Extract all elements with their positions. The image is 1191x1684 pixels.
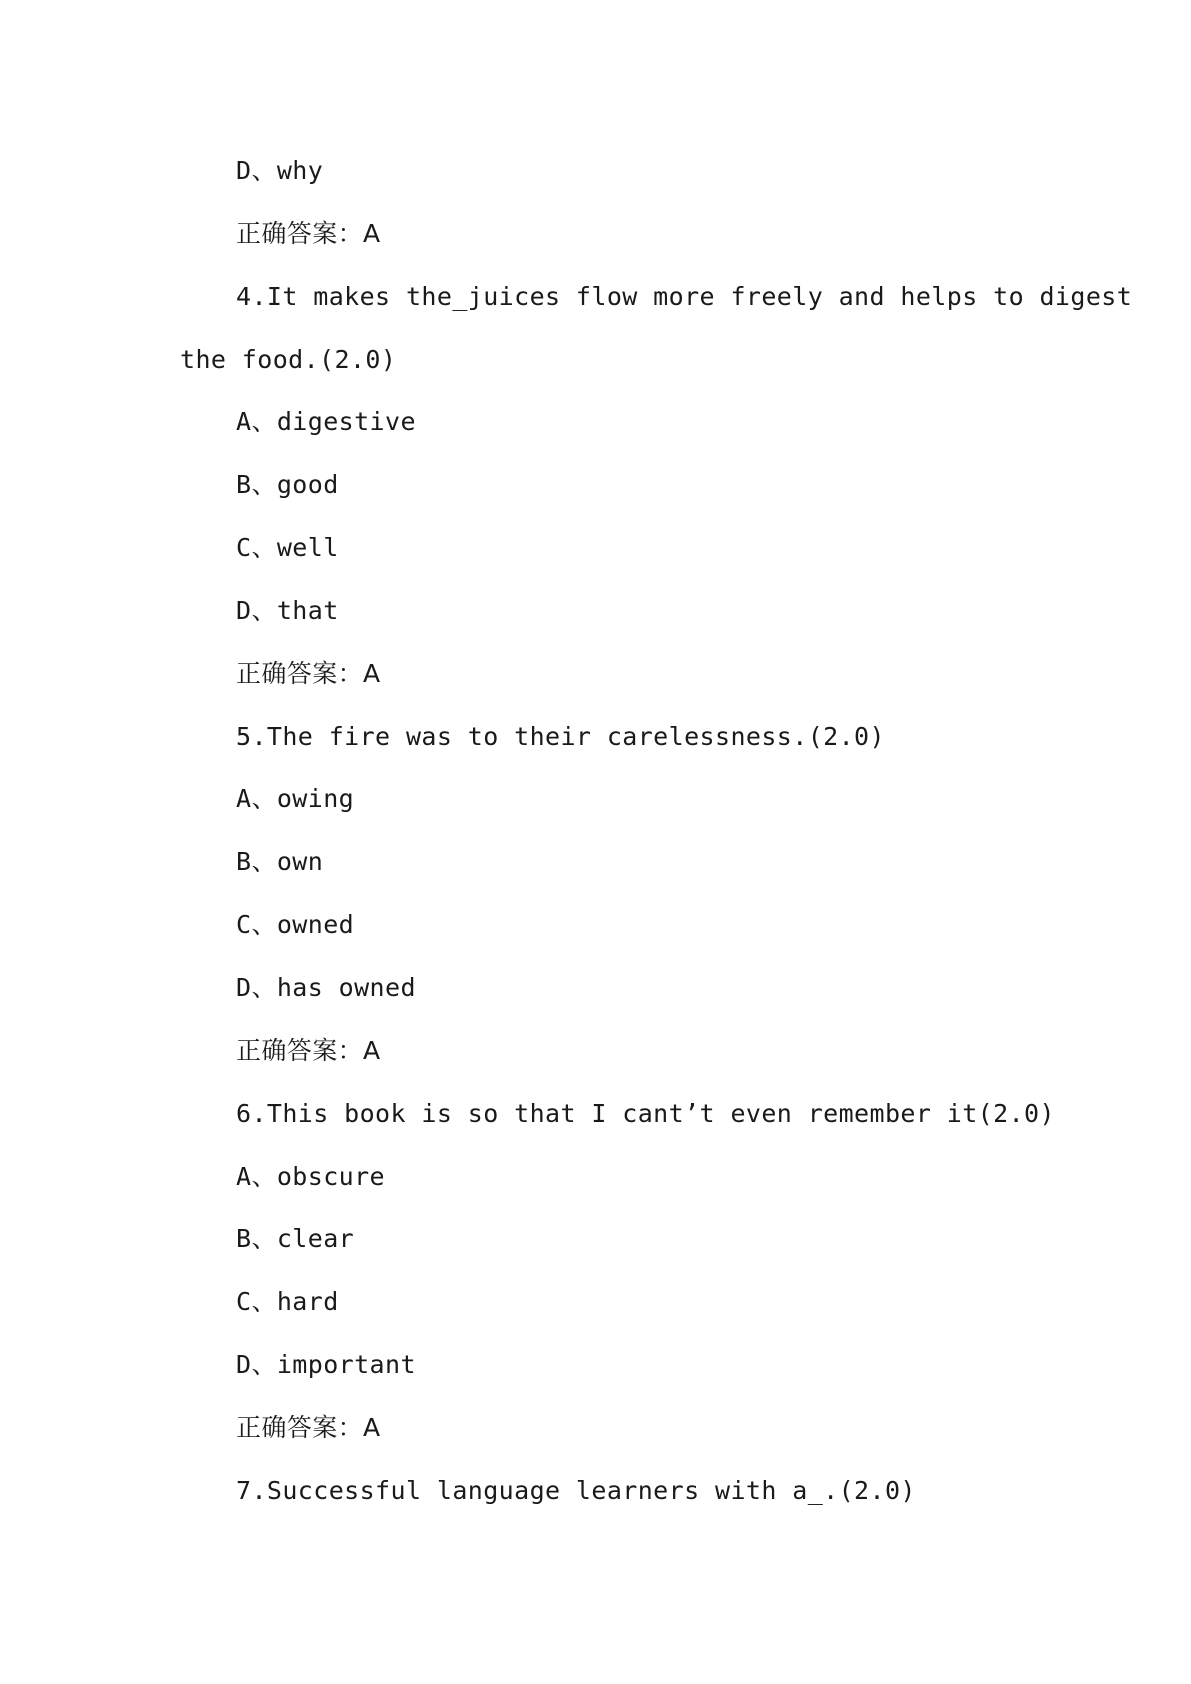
question-6: 6.This book is so that I cant’t even remember it(2.0) [236, 1099, 1055, 1128]
option-4c: C、well [236, 533, 339, 562]
option-5d: D、has owned [236, 973, 416, 1002]
option-6a: A、obscure [236, 1162, 386, 1191]
option-6d: D、important [236, 1350, 416, 1379]
answer-6: 正确答案：A [236, 1413, 381, 1442]
question-7: 7.Successful language learners with a_.(2.0) [236, 1476, 916, 1505]
answer-5: 正确答案：A [236, 1036, 381, 1065]
option-5b: B、own [236, 847, 324, 876]
option-6c: C、hard [236, 1287, 339, 1316]
question-4-continued: the food.(2.0) [180, 345, 397, 374]
option-4d: D、that [236, 596, 339, 625]
question-5: 5.The fire was to their carelessness.(2.0) [236, 722, 885, 751]
question-4: 4.It makes the_juices flow more freely and helps to digest [236, 282, 1133, 311]
option-5a: A、owing [236, 784, 355, 813]
option-4a: A、digestive [236, 407, 416, 436]
answer-3: 正确答案：A [236, 219, 381, 248]
option-5c: C、owned [236, 910, 355, 939]
option-4b: B、good [236, 470, 339, 499]
answer-4: 正确答案：A [236, 659, 381, 688]
option-6b: B、clear [236, 1224, 355, 1253]
option-3d: D、why [236, 156, 324, 185]
